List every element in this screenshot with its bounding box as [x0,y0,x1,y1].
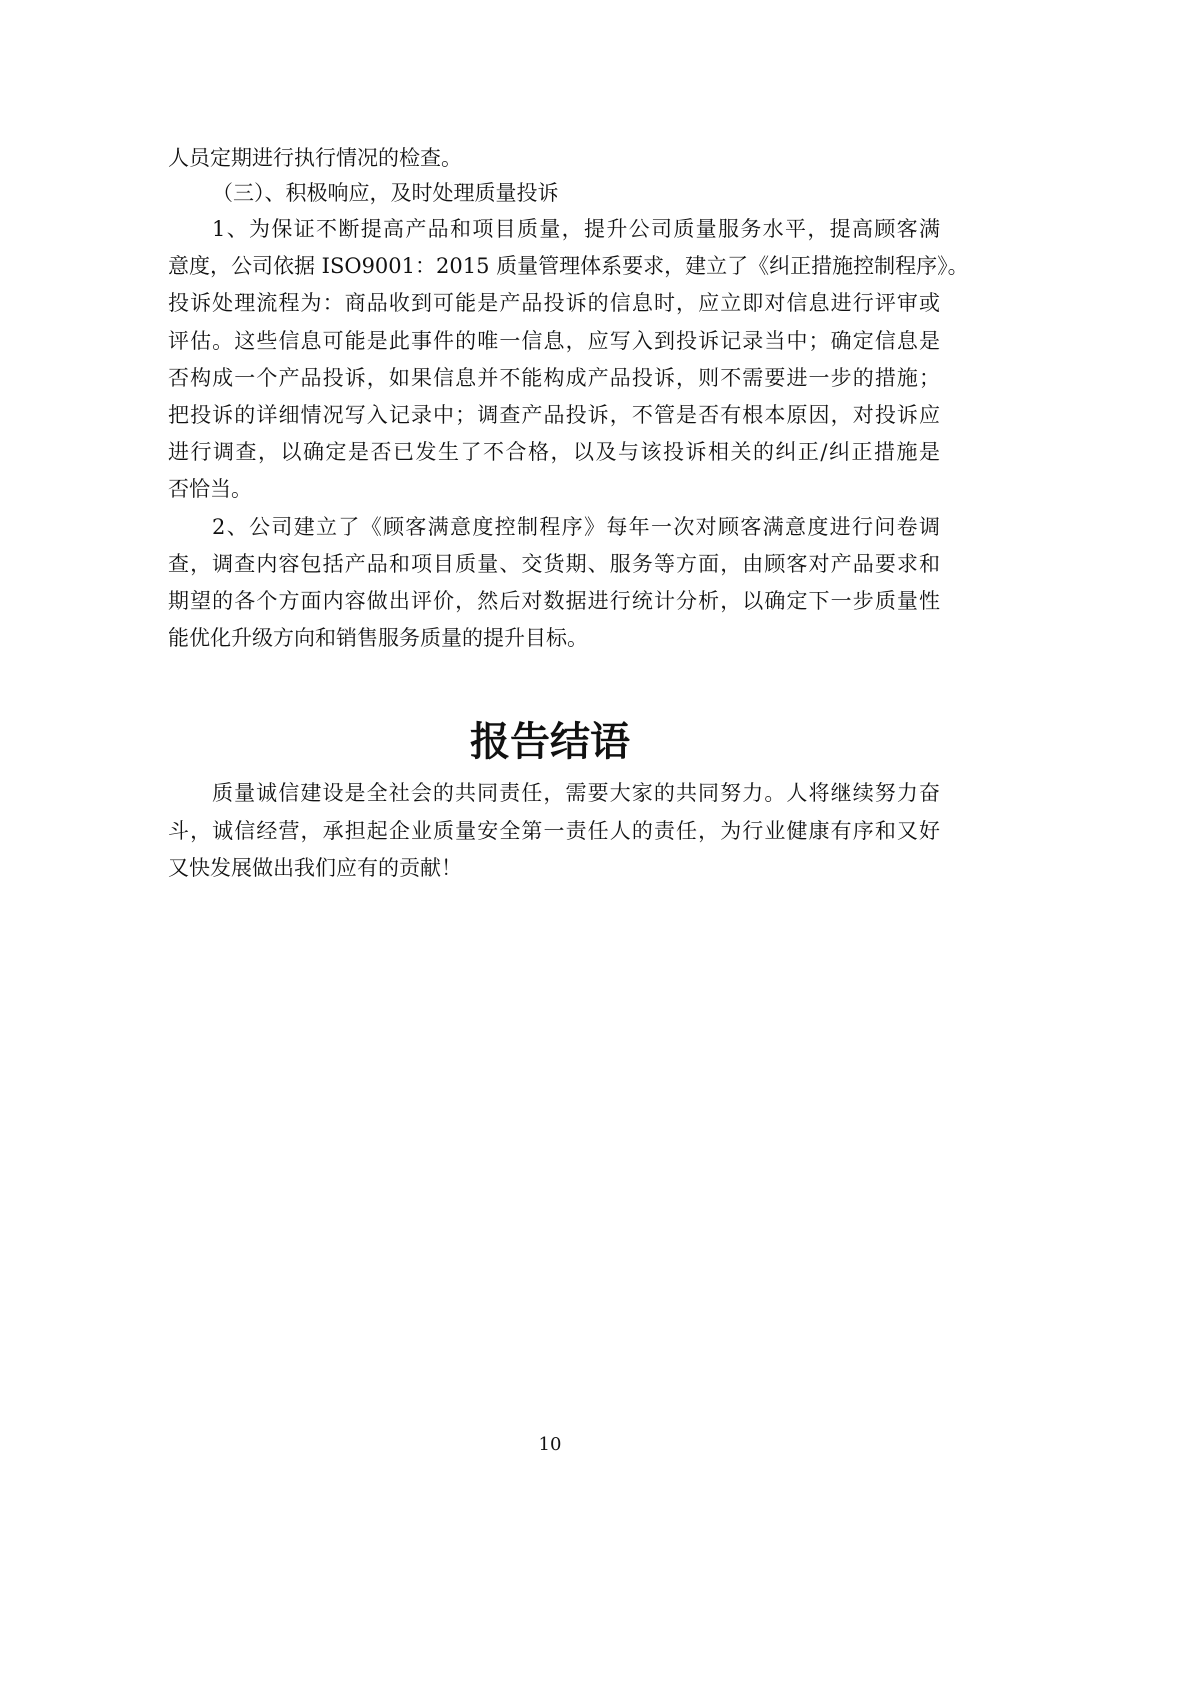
text-line: 否构成一个产品投诉，如果信息并不能构成产品投诉，则不需要进一步的措施； [168,366,940,390]
subheading: （三）、积极响应，及时处理质量投诉 [212,181,559,205]
text-line: 意度，公司依据 ISO9001：2015 质量管理体系要求，建立了《纠正措施控制程序》。 [168,254,969,278]
text-line: 进行调查，以确定是否已发生了不合格，以及与该投诉相关的纠正/纠正措施是 [168,440,940,464]
text-line: 评估。这些信息可能是此事件的唯一信息，应写入到投诉记录当中；确定信息是 [168,329,940,353]
text-line: 1、为保证不断提高产品和项目质量，提升公司质量服务水平，提高顾客满 [212,217,940,241]
text-line: 期望的各个方面内容做出评价，然后对数据进行统计分析，以确定下一步质量性 [168,589,940,613]
page-number: 10 [538,1434,562,1455]
conclusion-title: 报告结语 [470,719,630,765]
text-line: 斗，诚信经营，承担起企业质量安全第一责任人的责任，为行业健康有序和又好 [168,819,940,843]
text-line: 能优化升级方向和销售服务质量的提升目标。 [168,626,588,650]
text-line: 人员定期进行执行情况的检查。 [168,146,462,170]
text-line: 投诉处理流程为：商品收到可能是产品投诉的信息时，应立即对信息进行评审或 [168,291,940,315]
text-line: 又快发展做出我们应有的贡献！ [168,856,462,880]
text-line: 否恰当。 [168,477,252,501]
text-line: 查，调查内容包括产品和项目质量、交货期、服务等方面，由顾客对产品要求和 [168,552,940,576]
text-line: 把投诉的详细情况写入记录中；调查产品投诉，不管是否有根本原因，对投诉应 [168,403,940,427]
text-line: 2、公司建立了《顾客满意度控制程序》每年一次对顾客满意度进行问卷调 [212,515,940,539]
text-line: 质量诚信建设是全社会的共同责任，需要大家的共同努力。人将继续努力奋 [212,781,940,805]
